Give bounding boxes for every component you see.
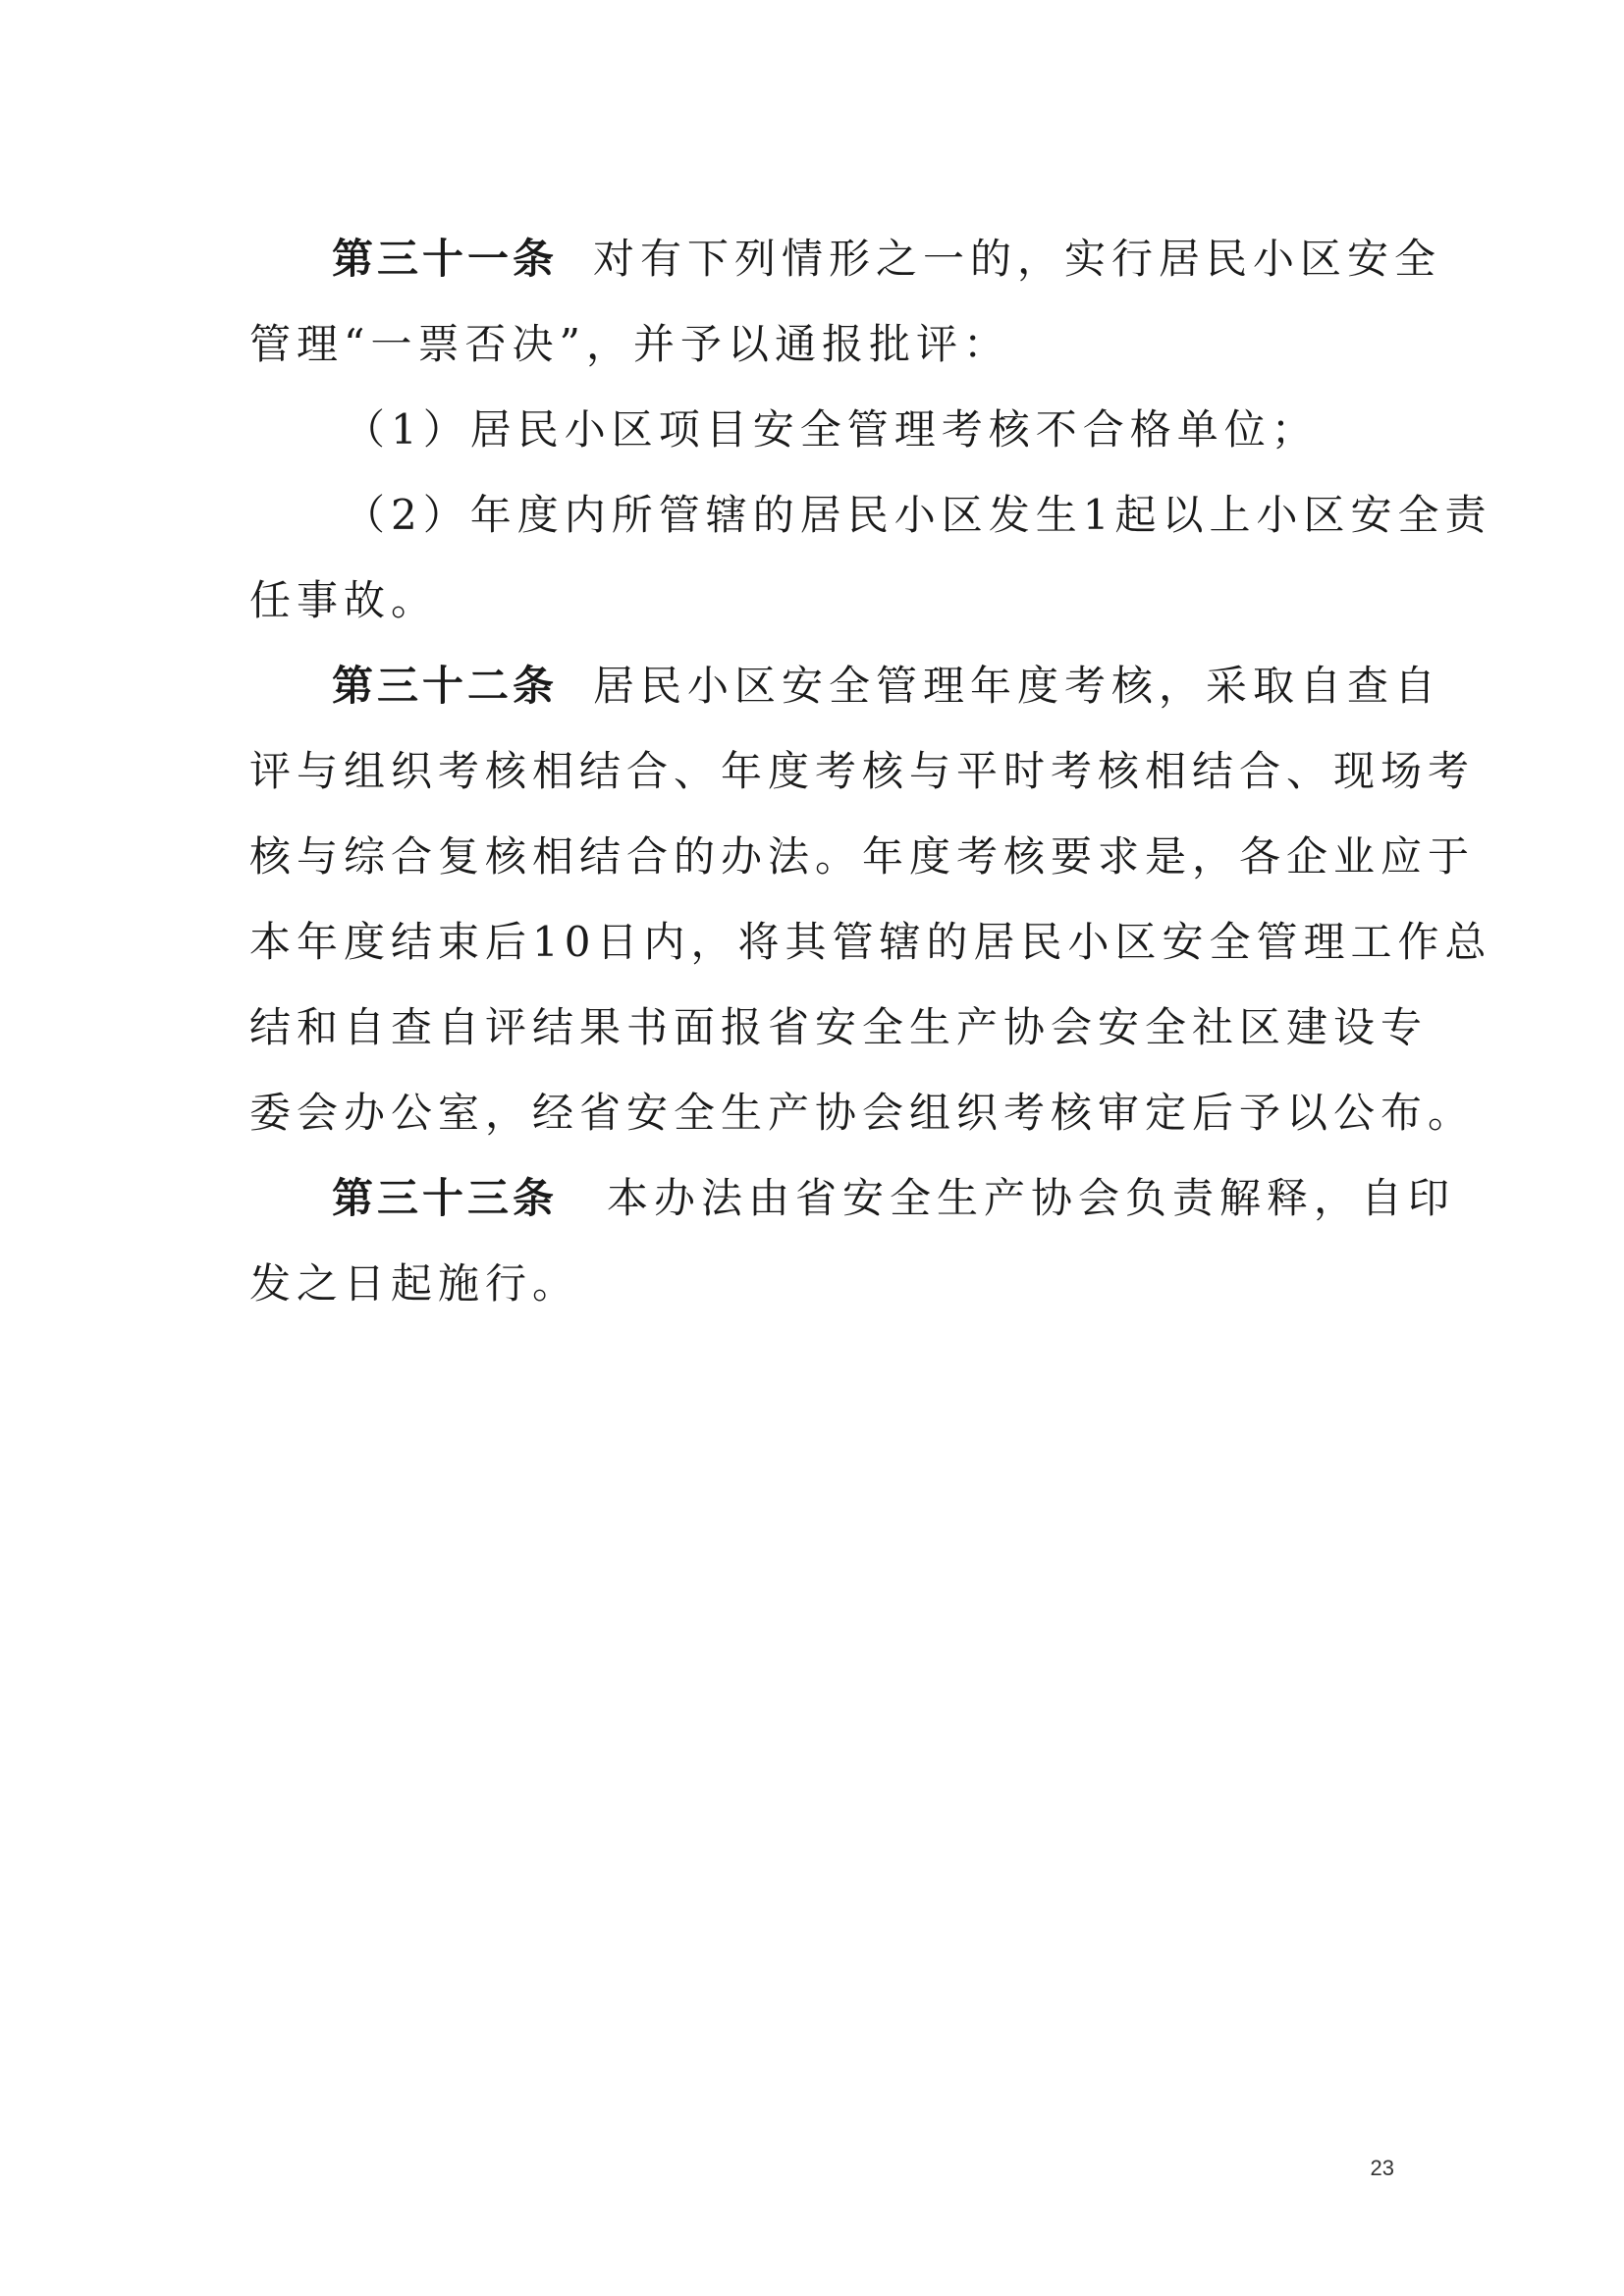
page-number: 23	[1370, 2156, 1394, 2180]
article-31-line-1	[249, 216, 1442, 301]
article-31-line-2: 管理“一票否决”，并予以通报批评：	[249, 320, 1010, 368]
article-32-line-5: 结和自查自评结果书面报省安全生产协会安全社区建设专	[249, 1003, 1429, 1051]
article-32-line-1	[249, 643, 1442, 728]
article-32-text: 居民小区安全管理年度考核，采取自查自	[593, 662, 1442, 710]
article-31-item-1: （1）居民小区项目安全管理考核不合格单位；	[344, 405, 1319, 454]
article-32-line-2: 评与组织考核相结合、年度考核与平时考核相结合、现场考	[249, 747, 1476, 795]
article-32-line-4: 本年度结束后10日内，将其管辖的居民小区安全管理工作总	[249, 918, 1492, 966]
article-32-line-6: 委会办公室，经省安全生产协会组织考核审定后予以公布。	[249, 1089, 1476, 1137]
article-32-heading: 第三十二条	[332, 662, 559, 710]
document-body	[249, 216, 1492, 1326]
article-31-heading: 第三十一条	[332, 235, 559, 283]
article-31-item-2-cont: 任事故。	[249, 576, 439, 624]
article-33-heading: 第三十三条	[332, 1174, 559, 1222]
article-33-text: 本办法由省安全生产协会负责解释，自印	[607, 1174, 1456, 1222]
article-33-line-2: 发之日起施行。	[249, 1259, 580, 1308]
article-32-line-3: 核与综合复核相结合的办法。年度考核要求是，各企业应于	[249, 832, 1476, 881]
article-33-line-1	[249, 1155, 1456, 1241]
article-31-item-2: （2）年度内所管辖的居民小区发生1起以上小区安全责	[344, 491, 1492, 539]
article-31-text: 对有下列情形之一的，实行居民小区安全	[593, 235, 1442, 283]
